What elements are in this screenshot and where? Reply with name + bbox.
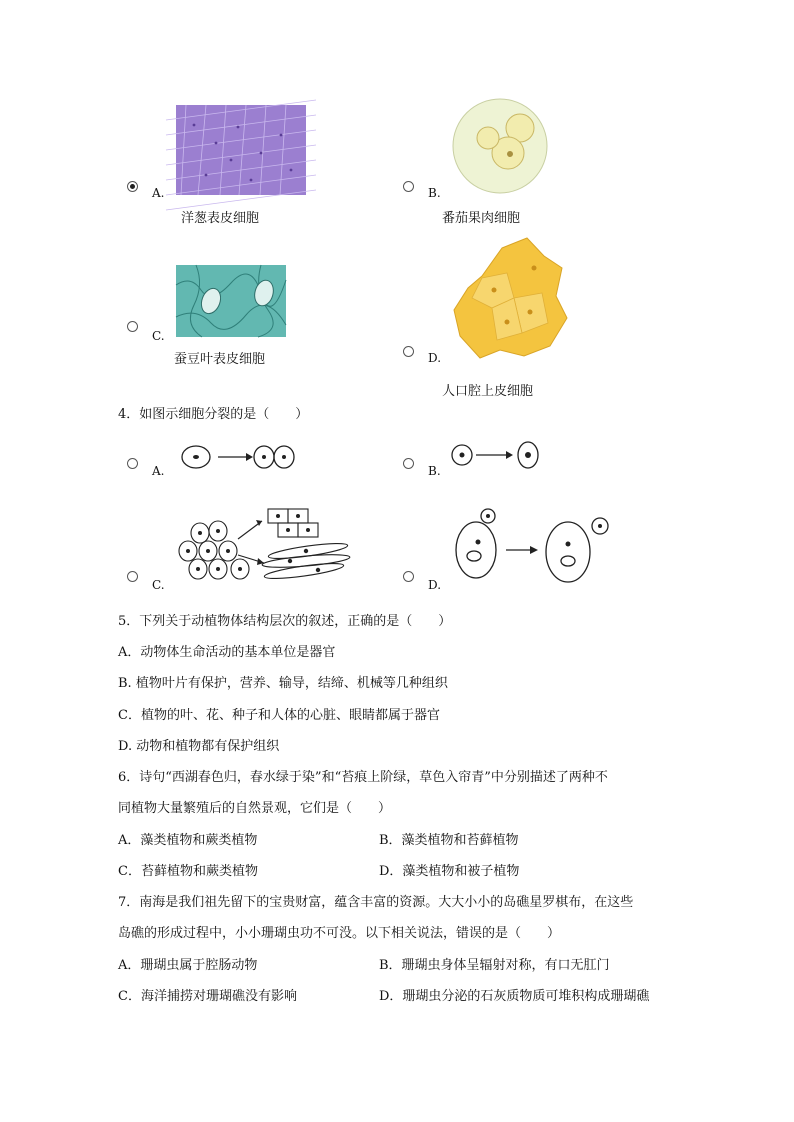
onion-cell-image: [176, 105, 306, 195]
q6-option-a[interactable]: A．藻类植物和蕨类植物: [118, 833, 258, 848]
q4-radio-a[interactable]: [127, 458, 138, 469]
cheek-cell-image: [452, 238, 572, 360]
q6-option-c[interactable]: C．苔藓植物和蕨类植物: [118, 864, 258, 879]
q4-letter-c: C.: [152, 578, 165, 592]
q7-option-d[interactable]: D．珊瑚虫分泌的石灰质物质可堆积构成珊瑚礁: [379, 989, 650, 1004]
q3-letter-d: D.: [428, 351, 442, 365]
q4-letter-b: B.: [428, 464, 441, 478]
q6-option-d[interactable]: D．藻类植物和被子植物: [379, 864, 520, 879]
q7-option-a[interactable]: A．珊瑚虫属于腔肠动物: [118, 958, 258, 973]
q6-stem-line1: 6．诗句“西湖春色归，春水绿于染”和“苔痕上阶绿，草色入帘青”中分别描述了两种不: [118, 770, 608, 785]
q3-radio-b[interactable]: [403, 181, 414, 192]
q3-letter-a: A.: [152, 186, 165, 200]
q4-diagram-a: [178, 444, 298, 470]
q4-letter-a: A.: [152, 464, 165, 478]
q6-option-b[interactable]: B．藻类植物和苔藓植物: [379, 833, 519, 848]
q5-option-d[interactable]: D. 动物和植物都有保护组织: [118, 739, 280, 754]
q6-stem-line2: 同植物大量繁殖后的自然景观，它们是（ ）: [118, 801, 392, 816]
q4-radio-d[interactable]: [403, 571, 414, 582]
q7-option-c[interactable]: C．海洋捕捞对珊瑚礁没有影响: [118, 989, 297, 1004]
q3-letter-b: B.: [428, 186, 441, 200]
q7-stem-line2: 岛礁的形成过程中，小小珊瑚虫功不可没。以下相关说法，错误的是（ ）: [118, 926, 561, 941]
q4-diagram-b: [450, 440, 542, 470]
q3-letter-c: C.: [152, 329, 165, 343]
broadbean-cell-image: [176, 265, 286, 337]
q3-radio-a[interactable]: [127, 181, 138, 192]
q3-radio-d[interactable]: [403, 346, 414, 357]
q4-letter-d: D.: [428, 578, 442, 592]
q4-stem: 4．如图示细胞分裂的是（ ）: [118, 407, 309, 422]
q3-radio-c[interactable]: [127, 321, 138, 332]
q3-caption-c: 蚕豆叶表皮细胞: [174, 352, 266, 367]
q5-option-b[interactable]: B. 植物叶片有保护，营养、输导，结缔、机械等几种组织: [118, 676, 448, 691]
q7-option-b[interactable]: B．珊瑚虫身体呈辐射对称，有口无肛门: [379, 958, 610, 973]
q7-stem-line1: 7．南海是我们祖先留下的宝贵财富，蕴含丰富的资源。大大小小的岛礁星罗棋布，在这些: [118, 895, 634, 910]
q5-option-a[interactable]: A．动物体生命活动的基本单位是器官: [118, 645, 336, 660]
q4-radio-b[interactable]: [403, 458, 414, 469]
q4-diagram-d: [454, 506, 614, 586]
q4-radio-c[interactable]: [127, 571, 138, 582]
q4-diagram-c: [178, 503, 358, 583]
q5-option-c[interactable]: C．植物的叶、花、种子和人体的心脏、眼睛都属于器官: [118, 708, 440, 723]
q3-caption-b: 番茄果肉细胞: [442, 211, 521, 226]
tomato-cell-image: [450, 98, 550, 194]
q5-stem: 5．下列关于动植物体结构层次的叙述，正确的是（ ）: [118, 614, 452, 629]
q3-caption-d: 人口腔上皮细胞: [442, 384, 534, 399]
q3-caption-a: 洋葱表皮细胞: [181, 211, 260, 226]
